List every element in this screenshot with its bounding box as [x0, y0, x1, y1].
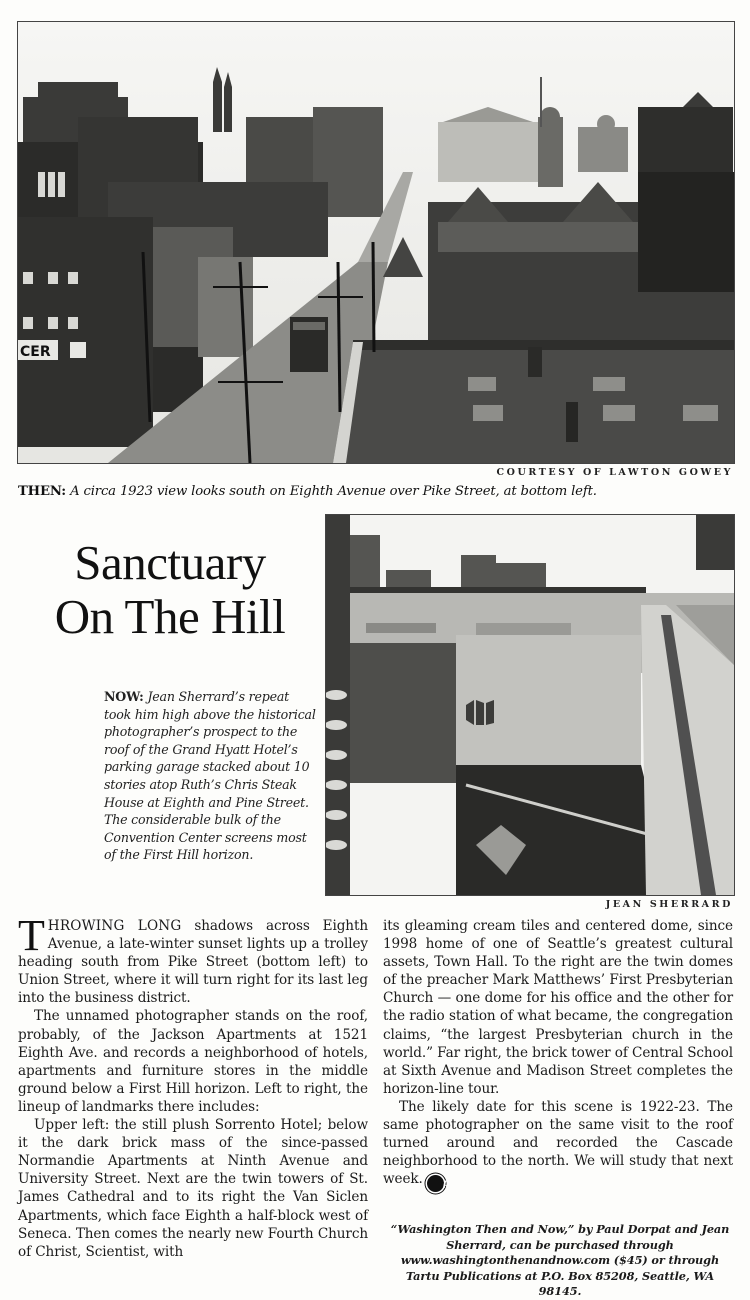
article-column-left [18, 911, 368, 1261]
drop-cap: T [18, 911, 45, 960]
end-mark-icon: p [427, 1175, 444, 1192]
now-caption-label: NOW: [104, 689, 144, 704]
lead-in-caps: HROWING LONG [47, 918, 182, 934]
article-paragraph: The unnamed photographer stands on the roof, probably, of the Jackson Apartments at 1521 Eighth Ave. and records a neighborhood of hotels, apartments and furniture stores in the middle ground below a First Hill horizon. Left to right, the lineup of landmarks there includes: [18, 1008, 368, 1115]
then-caption-label: THEN: [18, 484, 67, 499]
article-paragraph [383, 1098, 733, 1192]
then-caption [18, 484, 597, 499]
headline-line-2: On The Hill [54, 589, 286, 644]
now-photo-illustration [326, 515, 734, 895]
paragraph-text: The likely date for this scene is 1922-23. The same photographer on the same visit to the roof turned around and recorded the Cascade neighborhood to the north. We will study that next week. [383, 1098, 733, 1188]
now-caption-text: Jean Sherrard’s repeat took him high above the historical photographer’s prospect to the roof of the Grand Hyatt Hotel’s parking garage stacked about 10 stories atop Ruth’s Chris Steak House at Eighth and Pine Street. The considerable bulk of the Convention Center screens most of the First Hill horizon. [104, 689, 316, 863]
headline-line-1: Sanctuary [74, 535, 266, 590]
then-photo-sign: CER [20, 344, 51, 360]
then-photo-illustration [18, 22, 734, 463]
page-title [20, 536, 320, 644]
then-caption-text: A circa 1923 view looks south on Eighth Avenue over Pike Street, at bottom left. [70, 484, 597, 499]
now-photo-credit: JEAN SHERRARD [605, 899, 733, 910]
paragraph-text: shadows across Eighth Avenue, a late-winter sunset lights up a trolley heading south from Pike Street (bottom left) to Union Street, where it will turn right for its last leg into the business district. [18, 918, 368, 1007]
article-paragraph: Upper left: the still plush Sorrento Hotel; below it the dark brick mass of the since-passed Normandie Apartments at Ninth Avenue and University Street. Next are the twin towers of St. James Cathedral and to its right the Van Siclen Apartments, which face Eighth a half-block west of Seneca. Then comes the nearly new Fourth Church of Christ, Scientist, with [18, 1117, 368, 1260]
book-promo-note: “Washington Then and Now,” by Paul Dorpat and Jean Sherrard, can be purchased through www.washingtonthenandnow.com ($45) or through Tartu Publications at P.O. Box 85208, Seattle, WA 98145. [390, 1222, 730, 1299]
now-photo [325, 514, 735, 896]
then-photo-credit: COURTESY OF LAWTON GOWEY [496, 467, 733, 478]
now-caption [104, 688, 319, 864]
article-paragraph [18, 911, 368, 1007]
then-photo [17, 21, 735, 464]
article-paragraph: its gleaming cream tiles and centered dome, since 1998 home of one of Seattle’s greatest cultural assets, Town Hall. To the right are the twin domes of the preacher Mark Matthews’ First Presbyterian Church — one dome for his office and the other for the radio station of what became, the congregation claims, “the largest Presbyterian church in the world.” Far right, the brick tower of Central School at Sixth Avenue and Madison Street completes the horizon-line tour. [383, 918, 733, 1097]
article-column-right [383, 917, 733, 1192]
